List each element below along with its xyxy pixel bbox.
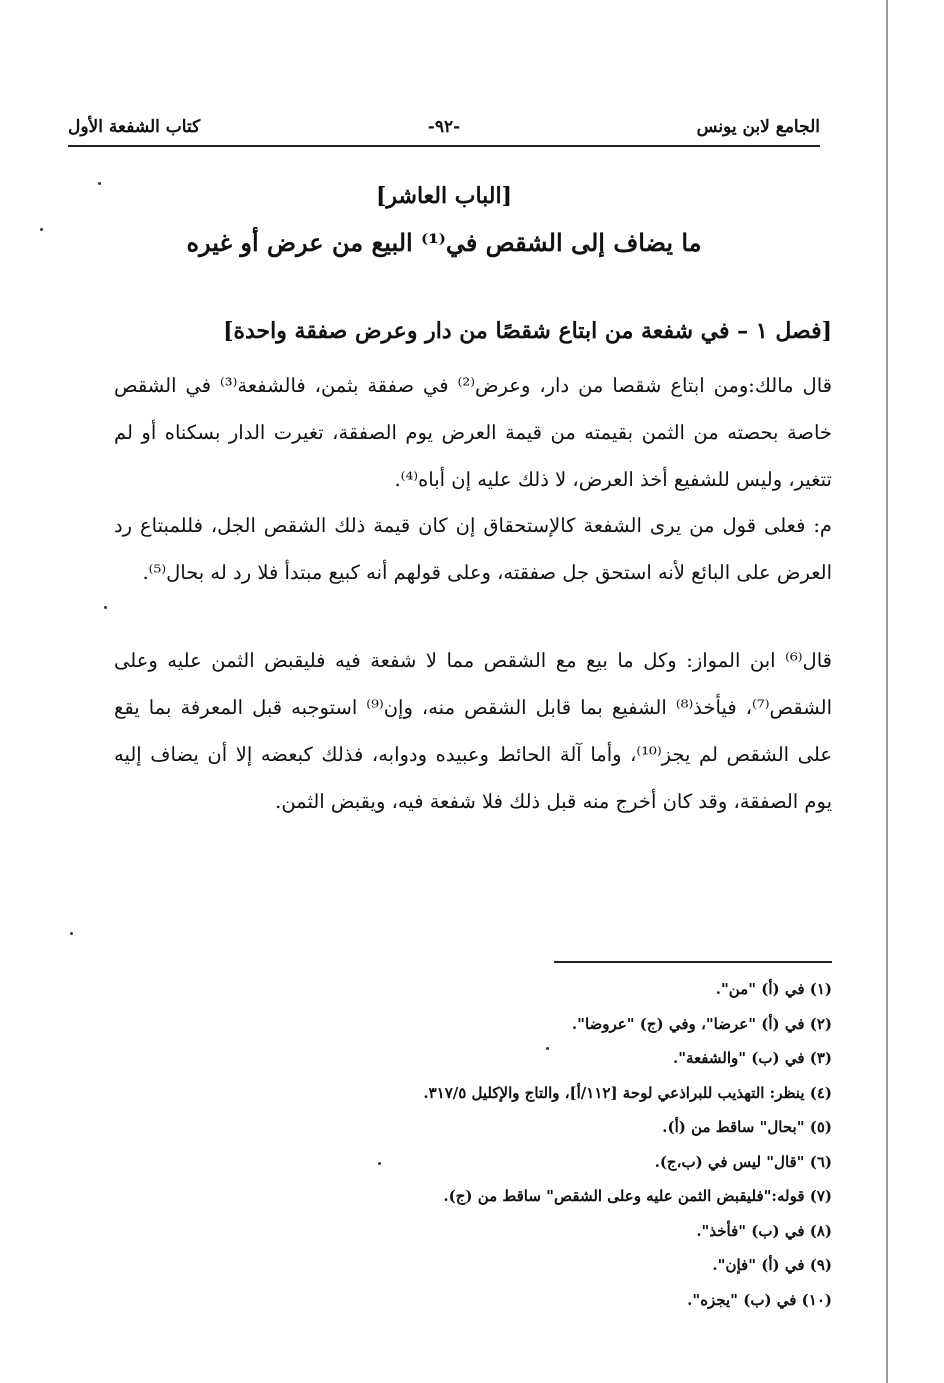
scan-speck <box>546 1047 549 1050</box>
page-header <box>68 113 820 147</box>
footnote-3: (٣) في (ب) "والشفعة". <box>672 1049 832 1067</box>
footnote-10: (١٠) في (ب) "يجزه". <box>687 1290 832 1309</box>
footnote-1: (١) في (أ) "من". <box>715 980 832 998</box>
scan-speck <box>70 932 73 935</box>
footnote-divider <box>554 961 832 963</box>
footnote-6: (٦) "قال" ليس في (ب،ج). <box>654 1152 832 1171</box>
paragraph-3: قال⁽⁶⁾ ابن المواز: وكل ما بيع مع الشقص مما لا شفعة فيه فليقبض الثمن عليه وعلى الشقص⁽⁷⁾، فيأخذ⁽⁸⁾ الشفيع بما قابل الشقص منه، وإن⁽⁹⁾ استوجبه قبل المعرفة بما يقع على الشقص لم يجز⁽¹⁰⁾، وأما آلة الحائط وعبيده ودوابه، فذلك كبعضه إلا أن يضاف إليه يوم الصفقة، وقد كان أخرج منه قبل ذلك فلا شفعة فيه، ويقبض الثمن. <box>114 649 832 813</box>
footnote-2: (٢) في (أ) "عرضا"، وفي (ج) "عروضا". <box>571 1014 832 1033</box>
section-title: [فصل ١ – في شفعة من ابتاع شقصًا من دار وعرض صفقة واحدة] <box>223 318 832 344</box>
chapter-title: [الباب العاشر] <box>375 183 513 209</box>
page-edge-line <box>886 0 888 1383</box>
footnotes-list <box>132 972 832 1317</box>
scan-speck <box>98 182 101 185</box>
footnote-8: (٨) في (ب) "فأخذ". <box>696 1221 832 1240</box>
scan-speck <box>40 228 43 231</box>
scan-speck <box>378 1162 381 1165</box>
paragraph-2: م: فعلى قول من يرى الشفعة كالإستحقاق إن كان قيمة ذلك الشقص الجل، فللمبتاع رد العرض على البائع لأنه استحق جل صفقته، وعلى قولهم أنه كبيع مبتدأ فلا رد له بحال⁽⁵⁾. <box>114 514 832 584</box>
footnote-7: (٧) قوله:"فليقبض الثمن عليه وعلى الشقص" ساقط من (ج). <box>443 1187 832 1205</box>
paragraph-1: قال مالك:ومن ابتاع شقصا من دار، وعرض⁽²⁾ في صفقة بثمن، فالشفعة⁽³⁾ في الشقص خاصة بحصته من الثمن بقيمته من قيمة العرض يوم الصفقة، تغيرت الدار بسكناه أو لم تتغير، وليس للشفيع أخذ العرض، لا ذلك عليه إن أباه⁽⁴⁾. <box>114 374 832 491</box>
chapter-subtitle: ما يضاف إلى الشقص في⁽¹⁾ البيع من عرض أو غيره <box>186 228 702 257</box>
footnote-4: (٤) ينظر: التهذيب للبراذعي لوحة [١١٢/أ]، والتاج والإكليل ٣١٧/٥. <box>423 1083 832 1102</box>
footnote-5: (٥) "بحال" ساقط من (أ). <box>662 1118 832 1136</box>
page-number: -٩٢- <box>427 117 461 137</box>
header-book-title: الجامع لابن يونس <box>696 117 820 137</box>
header-chapter-title: كتاب الشفعة الأول <box>68 117 201 137</box>
scan-speck <box>104 606 107 609</box>
footnote-9: (٩) في (أ) "فإن". <box>712 1256 832 1274</box>
